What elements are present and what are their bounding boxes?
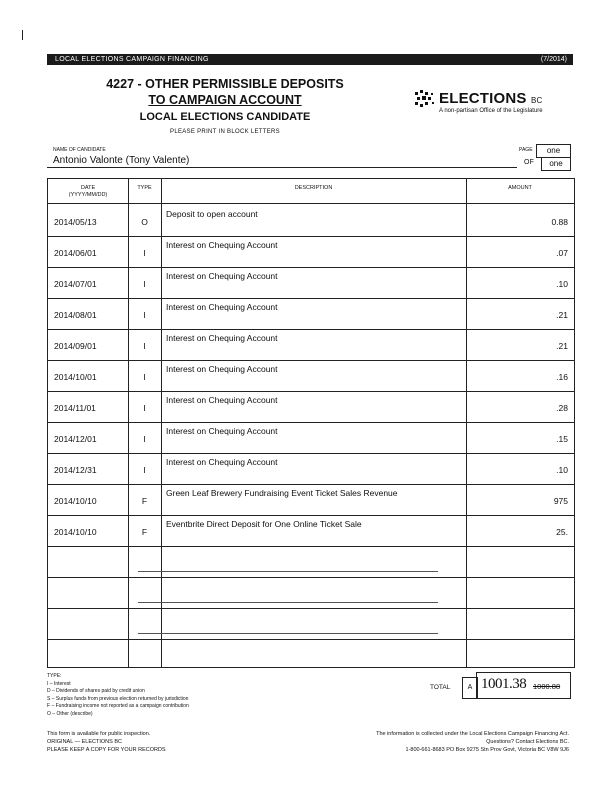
margin-mark [22, 30, 23, 40]
row-type-cell[interactable]: I [143, 310, 146, 320]
form-title [100, 76, 350, 108]
blank-entry-line [138, 633, 438, 634]
row-date-cell[interactable]: 2014/09/01 [54, 341, 97, 351]
row-amount-cell[interactable]: .28 [556, 403, 568, 413]
row-divider [48, 267, 574, 268]
page-label: PAGE [519, 147, 533, 153]
candidate-underline [47, 167, 517, 168]
row-date-cell[interactable]: 2014/07/01 [54, 279, 97, 289]
row-type-cell[interactable]: I [143, 279, 146, 289]
row-amount-cell[interactable]: .16 [556, 372, 568, 382]
row-divider [48, 453, 574, 454]
row-date-cell[interactable]: 2014/10/10 [54, 527, 97, 537]
row-divider [48, 577, 574, 578]
row-type-cell[interactable]: I [143, 434, 146, 444]
total-struck-value: 1000.88 [533, 682, 561, 691]
footer-left: This form is available for public inspection. ORIGINAL — ELECTIONS BC PLEASE KEEP A COPY FOR YOUR RECORDS [47, 731, 166, 753]
row-type-cell[interactable]: I [143, 465, 146, 475]
row-amount-cell[interactable]: .21 [556, 310, 568, 320]
logo-tagline: A non-partisan Office of the Legislature [439, 108, 543, 114]
row-description-cell[interactable]: Interest on Chequing Account [166, 364, 278, 374]
row-date-cell[interactable]: 2014/12/31 [54, 465, 97, 475]
row-type-cell[interactable]: I [143, 372, 146, 382]
type-legend-item: F – Fundraising income not reported as a campaign contribution [47, 703, 189, 709]
row-date-cell[interactable]: 2014/10/01 [54, 372, 97, 382]
row-description-cell[interactable]: Green Leaf Brewery Fundraising Event Ticket Sales Revenue [166, 488, 398, 498]
row-description-cell[interactable]: Interest on Chequing Account [166, 457, 278, 467]
total-field[interactable] [476, 672, 571, 699]
row-amount-cell[interactable]: .10 [556, 465, 568, 475]
row-description-cell[interactable]: Interest on Chequing Account [166, 333, 278, 343]
form-title-line2: TO CAMPAIGN ACCOUNT [148, 93, 302, 107]
page-total-field[interactable]: one [541, 157, 571, 171]
page-number-field[interactable]: one [536, 144, 571, 158]
row-type-cell[interactable]: O [141, 217, 148, 227]
row-divider [48, 298, 574, 299]
row-divider [48, 236, 574, 237]
type-legend-item: D – Dividends of shares paid by credit union [47, 688, 145, 694]
header-description: DESCRIPTION [294, 185, 333, 191]
candidate-label: NAME OF CANDIDATE [53, 147, 106, 153]
total-label: TOTAL [430, 684, 451, 691]
blank-entry-line [138, 602, 438, 603]
row-divider [48, 422, 574, 423]
row-type-cell[interactable]: I [143, 248, 146, 258]
type-legend-item: O – Other (describe) [47, 710, 93, 717]
row-type-cell[interactable]: I [143, 341, 146, 351]
blank-entry-line [138, 571, 438, 572]
form-header-bar [47, 54, 573, 65]
row-divider [48, 484, 574, 485]
row-type-cell[interactable]: F [141, 527, 148, 537]
row-amount-cell[interactable]: 0.88 [551, 217, 568, 227]
row-type-cell[interactable]: F [141, 496, 148, 506]
row-date-cell[interactable]: 2014/11/01 [54, 403, 96, 413]
total-handwritten: 1001.38 [481, 676, 527, 692]
form-title-line1: 4227 - OTHER PERMISSIBLE DEPOSITS [106, 77, 344, 91]
row-description-cell[interactable]: Interest on Chequing Account [166, 395, 278, 405]
row-date-cell[interactable]: 2014/10/10 [54, 496, 97, 506]
row-amount-cell[interactable]: .21 [556, 341, 568, 351]
row-description-cell[interactable]: Interest on Chequing Account [166, 426, 278, 436]
header-program: LOCAL ELECTIONS CAMPAIGN FINANCING [55, 56, 209, 63]
row-date-cell[interactable]: 2014/12/01 [54, 434, 97, 444]
row-description-cell[interactable]: Deposit to open account [166, 209, 258, 219]
row-amount-cell[interactable]: .07 [556, 248, 568, 258]
deposits-table [47, 178, 575, 668]
row-divider [48, 329, 574, 330]
logo-word: ELECTIONS BC [439, 90, 543, 107]
row-description-cell[interactable]: Eventbrite Direct Deposit for One Online Ticket Sale [166, 519, 362, 529]
row-description-cell[interactable]: Interest on Chequing Account [166, 240, 278, 250]
row-divider [48, 608, 574, 609]
row-amount-cell[interactable]: .15 [556, 434, 568, 444]
row-divider [48, 391, 574, 392]
form-subtitle: LOCAL ELECTIONS CANDIDATE [139, 111, 311, 123]
row-divider [48, 639, 574, 640]
row-date-cell[interactable]: 2014/08/01 [54, 310, 97, 320]
candidate-name-field[interactable]: Antonio Valonte (Tony Valente) [53, 155, 190, 166]
row-divider [48, 546, 574, 547]
row-date-cell[interactable]: 2014/05/13 [54, 217, 97, 227]
of-label: OF [524, 159, 534, 166]
type-legend-item: I – Interest [47, 680, 71, 687]
col-divider-type [161, 179, 162, 667]
elections-logo-icon [413, 90, 437, 110]
row-description-cell[interactable]: Interest on Chequing Account [166, 271, 278, 281]
row-description-cell[interactable]: Interest on Chequing Account [166, 302, 278, 312]
row-divider [48, 360, 574, 361]
header-date: DATE (YYYY/MM/DD) [68, 185, 108, 198]
type-legend-item: S – Surplus funds from previous election returned by jurisdiction [47, 695, 189, 702]
row-date-cell[interactable]: 2014/06/01 [54, 248, 97, 258]
header-underline [48, 203, 574, 204]
header-revision: (7/2014) [540, 56, 567, 63]
row-divider [48, 515, 574, 516]
footer-right: The information is collected under the Local Elections Campaign Financing Act. Questions? Contact Elections BC. 1-800-661-8683 PO Box 9275 Stn Prov Govt, Victoria BC V8W 9J6 [376, 731, 569, 753]
row-amount-cell[interactable]: .10 [556, 279, 568, 289]
row-type-cell[interactable]: I [143, 403, 146, 413]
header-amount: AMOUNT [508, 185, 532, 191]
row-amount-cell[interactable]: 975 [553, 496, 568, 506]
total-box-letter: A [462, 677, 478, 699]
type-legend-heading: TYPE: [47, 673, 62, 679]
header-type: TYPE [137, 185, 152, 191]
print-instruction: PLEASE PRINT IN BLOCK LETTERS [170, 129, 280, 135]
type-legend [47, 673, 189, 718]
row-amount-cell[interactable]: 25. [556, 527, 568, 537]
